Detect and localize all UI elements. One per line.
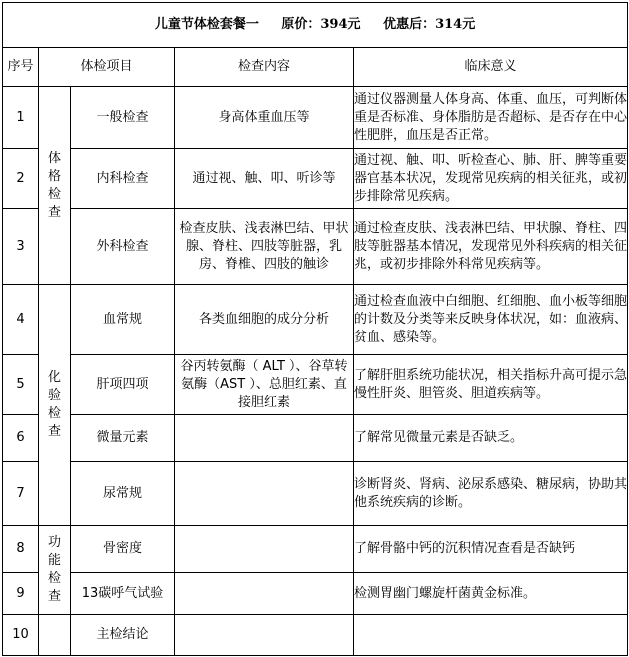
row-item: 13碳呼气试验 [71,573,175,615]
table-row [3,149,628,209]
row-item: 内科检查 [71,149,175,209]
row-item: 微量元素 [71,415,175,462]
header-meaning: 临床意义 [354,48,628,87]
row-meaning: 了解常见微量元素是否缺乏。 [354,415,628,462]
row-item: 骨密度 [71,526,175,573]
discount-price: 优惠后：314元 [383,17,476,32]
row-no: 3 [3,209,39,285]
category-label: 功能检查 [47,535,61,604]
row-meaning: 诊断肾炎、肾病、泌尿系感染、糖尿病，协助其他系统疾病的诊断。 [354,462,628,526]
row-no: 4 [3,285,39,355]
category-label: 化验检查 [47,370,61,439]
package-name: 儿童节体检套餐一 [154,17,259,32]
category-physical [39,87,71,285]
row-content [175,615,354,656]
row-content: 通过视、触、叩、听诊等 [175,149,354,209]
category-empty [39,615,71,656]
row-content [175,415,354,462]
row-no: 8 [3,526,39,573]
row-item: 肝项四项 [71,355,175,415]
row-item: 尿常规 [71,462,175,526]
row-no: 5 [3,355,39,415]
category-lab [39,285,71,526]
row-meaning [354,615,628,656]
row-no: 2 [3,149,39,209]
row-content: 身高体重血压等 [175,87,354,149]
row-no: 9 [3,573,39,615]
table-row [3,87,628,149]
table-row [3,415,628,462]
original-price: 原价：394元 [281,17,361,32]
category-function [39,526,71,615]
row-meaning: 了解肝胆系统功能状况，相关指标升高可提示急慢性肝炎、胆管炎、胆道疾病等。 [354,355,628,415]
row-meaning: 通过检查皮肤、浅表淋巴结、甲状腺、脊柱、四肢等脏器基本情况，发现常见外科疾病的相关征兆，或初步排除外科常见疾病等。 [354,209,628,285]
table-row [3,573,628,615]
table-row [3,462,628,526]
row-meaning: 通过视、触、叩、听检查心、肺、肝、脾等重要器官基本状况，发现常见疾病的相关征兆，或初步排除常见疾病。 [354,149,628,209]
table-row [3,355,628,415]
row-content: 检查皮肤、浅表淋巴结、甲状腺、脊柱、四肢等脏器，乳房、脊椎、四肢的触诊 [175,209,354,285]
row-no: 1 [3,87,39,149]
row-meaning: 检测胃幽门螺旋杆菌黄金标准。 [354,573,628,615]
row-meaning: 了解骨骼中钙的沉积情况查看是否缺钙 [354,526,628,573]
row-no: 10 [3,615,39,656]
row-content: 谷丙转氨酶（ ALT ）、谷草转氨酶（AST ）、总胆红素、直接胆红素 [175,355,354,415]
row-content [175,573,354,615]
row-no: 6 [3,415,39,462]
row-content: 各类血细胞的成分分析 [175,285,354,355]
table-row [3,615,628,656]
header-content: 检查内容 [175,48,354,87]
checkup-package-table [2,2,628,656]
table-row [3,526,628,573]
table-row [3,285,628,355]
header-no: 序号 [3,48,39,87]
row-meaning: 通过检查血液中白细胞、红细胞、血小板等细胞的计数及分类等来反映身体状况，如：血液病、贫血、感染等。 [354,285,628,355]
header-item: 体检项目 [39,48,175,87]
category-label: 体格检查 [47,150,61,220]
row-item: 血常规 [71,285,175,355]
row-content [175,462,354,526]
row-content [175,526,354,573]
row-no: 7 [3,462,39,526]
row-item: 主检结论 [71,615,175,656]
row-item: 一般检查 [71,87,175,149]
row-meaning: 通过仪器测量人体身高、体重、血压，可判断体重是否标准、身体脂肪是否超标、是否存在中心性肥胖，血压是否正常。 [354,87,628,149]
row-item: 外科检查 [71,209,175,285]
table-row [3,209,628,285]
table-title [3,3,628,48]
